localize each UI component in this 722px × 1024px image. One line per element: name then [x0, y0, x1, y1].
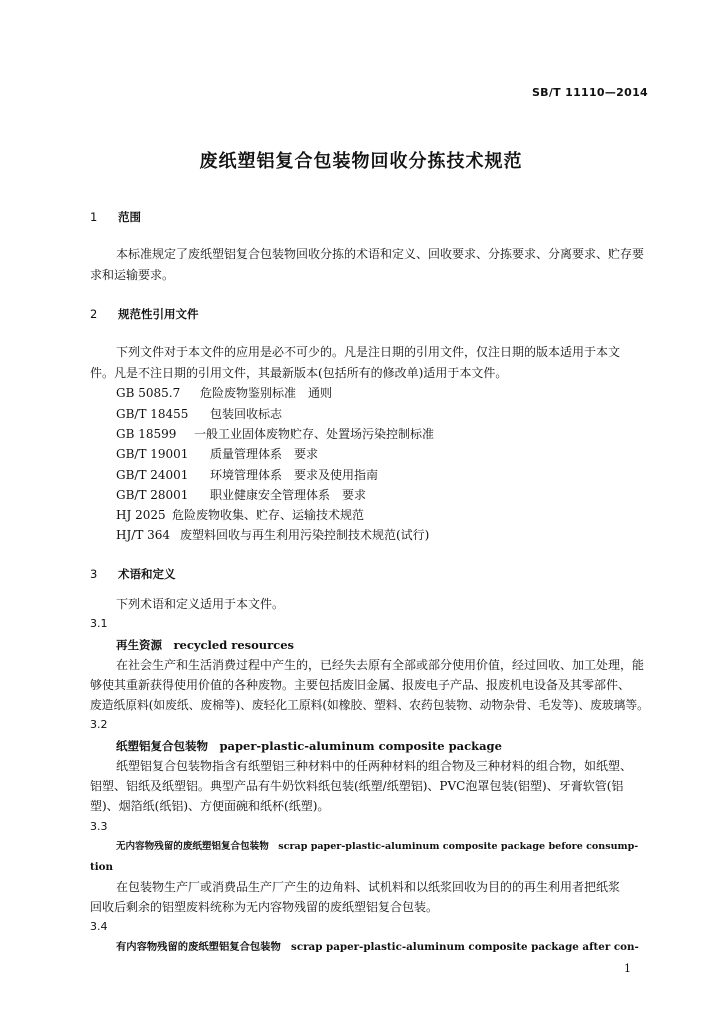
term-definition-line: 够使其重新获得使用价值的各种废物。主要包括废旧金属、报废电子产品、报废机电设备及其零部件、	[90, 678, 631, 692]
document-title: 废纸塑铝复合包装物回收分拣技术规范	[199, 151, 523, 172]
reference-item	[116, 427, 434, 441]
scope-paragraph-line: 本标准规定了废纸塑铝复合包装物回收分拣的术语和定义、回收要求、分拣要求、分离要求、贮存要	[116, 247, 645, 261]
term-definition-line: 铝塑、铝纸及纸塑铝。典型产品有牛奶饮料纸包装(纸塑/纸塑铝)、PVC泡罩包装(铝塑)、牙膏软管(铝	[90, 779, 624, 793]
reference-item	[116, 447, 318, 461]
reference-title: 包装回收标志	[210, 407, 283, 421]
reference-item	[116, 468, 378, 482]
term-definition-line: 塑)、烟箔纸(纸铝)、方便面碗和纸杯(纸塑)。	[90, 799, 330, 813]
reference-code: GB/T 19001	[116, 447, 189, 461]
reference-title: 职业健康安全管理体系 要求	[210, 488, 367, 502]
section-2-title: 规范性引用文件	[118, 307, 199, 321]
section-3-heading	[90, 567, 176, 581]
term-title: 纸塑铝复合包装物 paper-plastic-aluminum composite package	[116, 739, 502, 753]
reference-title: 环境管理体系 要求及使用指南	[210, 468, 379, 482]
reference-item	[116, 407, 282, 421]
term-title: 有内容物残留的废纸塑铝复合包装物 scrap paper-plastic-aluminum composite package after con-	[116, 941, 639, 953]
reference-title: 质量管理体系 要求	[210, 447, 319, 461]
section-3-title: 术语和定义	[118, 567, 176, 581]
reference-code: GB 5085.7	[116, 386, 181, 400]
reference-title: 危险废物鉴别标准 通则	[200, 386, 333, 400]
section-1-heading	[90, 210, 141, 224]
reference-code: GB/T 28001	[116, 488, 189, 502]
reference-item	[116, 386, 332, 400]
term-definition-line: 纸塑铝复合包装物指含有纸塑铝三种材料中的任两种材料的组合物及三种材料的组合物，如纸塑、	[116, 759, 633, 773]
term-definition-line: 废造纸原料(如废纸、废棉等)、废轻化工原料(如橡胶、塑料、农药包装物、动物杂骨、毛发等)、废玻璃等。	[90, 698, 649, 712]
term-title-continuation: tion	[90, 861, 114, 873]
reference-code: GB/T 18455	[116, 407, 189, 421]
reference-item	[116, 488, 366, 502]
reference-title: 一般工业固体废物贮存、处置场污染控制标准	[194, 427, 435, 441]
standard-number: SB/T 11110—2014	[531, 86, 648, 99]
section-2-heading	[90, 307, 199, 321]
reference-code: HJ/T 364	[116, 528, 171, 542]
term-title: 再生资源 recycled resources	[116, 638, 295, 652]
reference-title: 危险废物收集、贮存、运输技术规范	[172, 508, 365, 522]
reference-code: HJ 2025	[116, 508, 166, 522]
term-definition-line: 在社会生产和生活消费过程中产生的，已经失去原有全部或部分使用价值，经过回收、加工处理，能	[116, 658, 645, 672]
term-number: 3.3	[90, 820, 108, 833]
normative-paragraph-line: 件。凡是不注日期的引用文件，其最新版本(包括所有的修改单)适用于本文件。	[90, 366, 508, 380]
terms-intro: 下列术语和定义适用于本文件。	[116, 597, 285, 611]
term-number: 3.1	[90, 617, 108, 630]
section-1-title: 范围	[118, 210, 141, 224]
reference-item	[116, 528, 429, 542]
reference-item	[116, 508, 364, 522]
reference-title: 废塑料回收与再生利用污染控制技术规范(试行)	[180, 528, 430, 542]
normative-paragraph-line: 下列文件对于本文件的应用是必不可少的。凡是注日期的引用文件，仅注日期的版本适用于本文	[116, 345, 621, 359]
section-2-number: 2	[90, 307, 98, 321]
scope-paragraph-line: 求和运输要求。	[90, 268, 175, 282]
term-definition-line: 在包装物生产厂或消费品生产厂产生的边角料、试机料和以纸浆回收为目的的再生利用者把纸浆	[116, 880, 621, 894]
reference-code: GB/T 24001	[116, 468, 189, 482]
reference-code: GB 18599	[116, 427, 177, 441]
term-number: 3.4	[90, 920, 108, 933]
section-1-number: 1	[90, 210, 98, 224]
section-3-number: 3	[90, 567, 98, 581]
term-definition-line: 回收后剩余的铝塑废料统称为无内容物残留的废纸塑铝复合包装。	[90, 900, 439, 914]
term-title: 无内容物残留的废纸塑铝复合包装物 scrap paper-plastic-aluminum composite package before consump-	[116, 841, 639, 852]
page-number: 1	[624, 962, 631, 975]
term-number: 3.2	[90, 718, 108, 731]
